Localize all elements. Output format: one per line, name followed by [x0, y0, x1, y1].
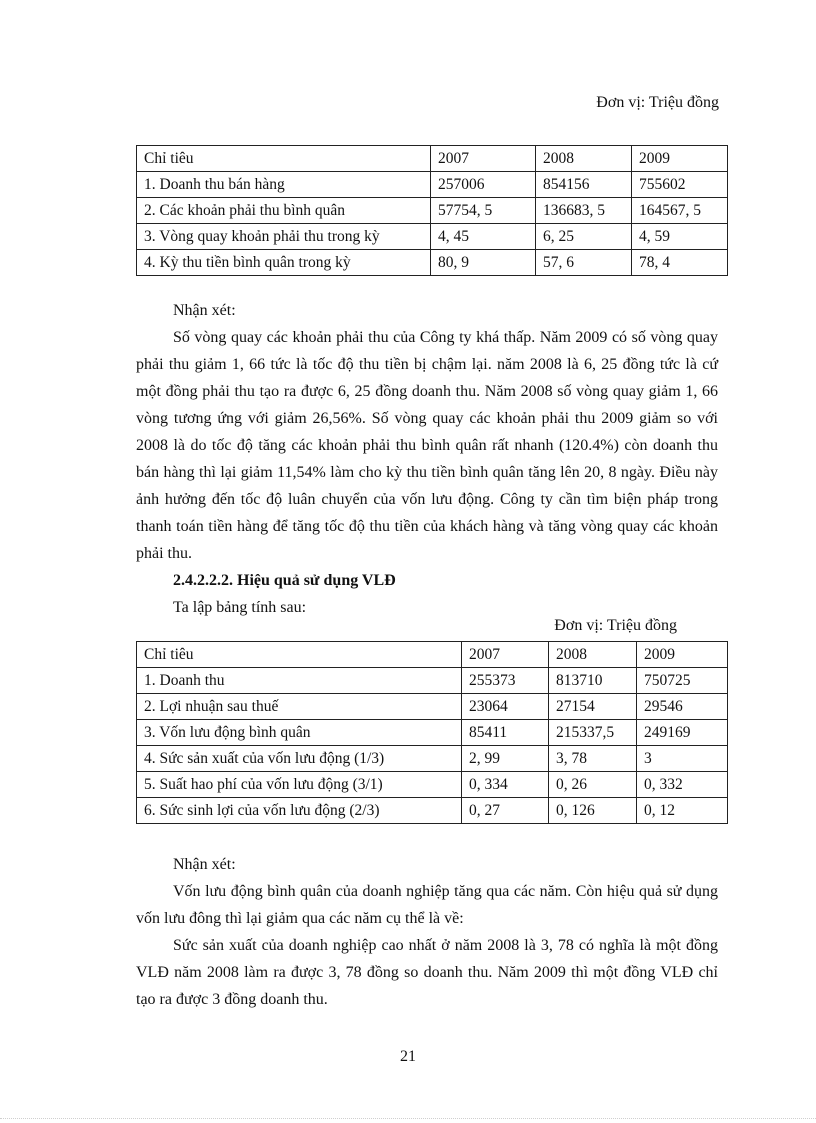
- header-cell: Chỉ tiêu: [137, 146, 431, 172]
- table-cell: 3: [637, 746, 728, 772]
- table-cell: 4, 45: [431, 224, 536, 250]
- table-cell: 249169: [637, 720, 728, 746]
- table-cell: 4. Sức sản xuất của vốn lưu động (1/3): [137, 746, 462, 772]
- table-cell: 80, 9: [431, 250, 536, 276]
- table-cell: 2. Các khoản phải thu bình quân: [137, 198, 431, 224]
- table-cell: 6. Sức sinh lợi của vốn lưu động (2/3): [137, 798, 462, 824]
- header-cell: 2009: [637, 642, 728, 668]
- header-cell: Chỉ tiêu: [137, 642, 462, 668]
- header-cell: 2008: [536, 146, 632, 172]
- table-cell: 1. Doanh thu bán hàng: [137, 172, 431, 198]
- table-row: [137, 720, 728, 746]
- table-cell: 0, 126: [549, 798, 637, 824]
- table-row: [137, 250, 728, 276]
- table-cell: 0, 332: [637, 772, 728, 798]
- page-bottom-divider: [0, 1118, 816, 1119]
- table-cell: 255373: [462, 668, 549, 694]
- working-capital-table: [136, 641, 728, 824]
- table-row: [137, 694, 728, 720]
- table-cell: 0, 27: [462, 798, 549, 824]
- comment-paragraph: Số vòng quay các khoản phải thu của Công ty khá thấp. Năm 2009 có số vòng quay phải thu giảm 1, 66 tức là tốc độ thu tiền bị chậm lại. năm 2008 là 6, 25 đồng tức là cứ một đồng phải thu tạo ra được 6, 25 đồng doanh thu. Năm 2008 số vòng quay giảm 1, 66 vòng tương ứng với giảm 26,56%. Số vòng quay các khoản phải thu 2009 giảm so với 2008 là do tốc độ tăng các khoản phải thu bình quân rất nhanh (120.4%) còn doanh thu bán hàng thì lại giảm 11,54% làm cho kỳ thu tiền bình quân tăng lên 20, 8 ngày. Điều này ảnh hưởng đến tốc độ luân chuyển của vốn lưu động. Công ty cần tìm biện pháp trong thanh toán tiền hàng để tăng tốc độ thu tiền của khách hàng và tăng vòng quay các khoản phải thu.: [136, 329, 718, 562]
- table-cell: 0, 334: [462, 772, 549, 798]
- page-number: 21: [400, 1048, 416, 1065]
- table-cell: 78, 4: [632, 250, 728, 276]
- table-cell: 257006: [431, 172, 536, 198]
- table-row: [137, 746, 728, 772]
- table-cell: 85411: [462, 720, 549, 746]
- table-row: [137, 198, 728, 224]
- table-header-row: [137, 642, 728, 668]
- section1-text: [136, 297, 718, 621]
- table1-unit-label: Đơn vị: Triệu đồng: [596, 94, 719, 111]
- table-cell: 27154: [549, 694, 637, 720]
- section2-text: [136, 851, 718, 1013]
- table-cell: 6, 25: [536, 224, 632, 250]
- table-cell: 4, 59: [632, 224, 728, 250]
- table-cell: 57, 6: [536, 250, 632, 276]
- table-row: [137, 798, 728, 824]
- table-cell: 0, 12: [637, 798, 728, 824]
- header-cell: 2007: [431, 146, 536, 172]
- table-cell: 29546: [637, 694, 728, 720]
- table-cell: 1. Doanh thu: [137, 668, 462, 694]
- table-cell: 136683, 5: [536, 198, 632, 224]
- table-cell: 854156: [536, 172, 632, 198]
- comment-label: Nhận xét:: [173, 856, 236, 873]
- table-cell: 3, 78: [549, 746, 637, 772]
- section-heading: 2.4.2.2.2. Hiệu quả sử dụng VLĐ: [173, 572, 396, 589]
- comment-paragraph: Sức sản xuất của doanh nghiệp cao nhất ở năm 2008 là 3, 78 có nghĩa là một đồng VLĐ năm 2008 làm ra được 3, 78 đồng so doanh thu. Năm 2009 thì một đồng VLĐ chỉ tạo ra được 3 đồng doanh thu.: [136, 937, 718, 1008]
- table-cell: 164567, 5: [632, 198, 728, 224]
- header-cell: 2009: [632, 146, 728, 172]
- table-cell: 755602: [632, 172, 728, 198]
- table-cell: 2. Lợi nhuận sau thuế: [137, 694, 462, 720]
- table-cell: 3. Vốn lưu động bình quân: [137, 720, 462, 746]
- table-cell: 3. Vòng quay khoản phải thu trong kỳ: [137, 224, 431, 250]
- table-cell: 813710: [549, 668, 637, 694]
- header-cell: 2007: [462, 642, 549, 668]
- table2-unit-label: Đơn vị: Triệu đồng: [554, 617, 677, 634]
- header-cell: 2008: [549, 642, 637, 668]
- table-cell: 750725: [637, 668, 728, 694]
- table-cell: 23064: [462, 694, 549, 720]
- receivables-table: [136, 145, 728, 276]
- table-cell: 4. Kỳ thu tiền bình quân trong kỳ: [137, 250, 431, 276]
- table-cell: 0, 26: [549, 772, 637, 798]
- table-cell: 2, 99: [462, 746, 549, 772]
- comment-paragraph: Vốn lưu động bình quân của doanh nghiệp tăng qua các năm. Còn hiệu quả sử dụng vốn lưu đông thì lại giảm qua các năm cụ thể là về:: [136, 883, 718, 927]
- table-row: [137, 224, 728, 250]
- table-header-row: [137, 146, 728, 172]
- table-row: [137, 172, 728, 198]
- table-row: [137, 772, 728, 798]
- table-cell: 5. Suất hao phí của vốn lưu động (3/1): [137, 772, 462, 798]
- table-cell: 215337,5: [549, 720, 637, 746]
- table-row: [137, 668, 728, 694]
- intro-text: Ta lập bảng tính sau:: [173, 599, 307, 616]
- comment-label: Nhận xét:: [173, 302, 236, 319]
- table-cell: 57754, 5: [431, 198, 536, 224]
